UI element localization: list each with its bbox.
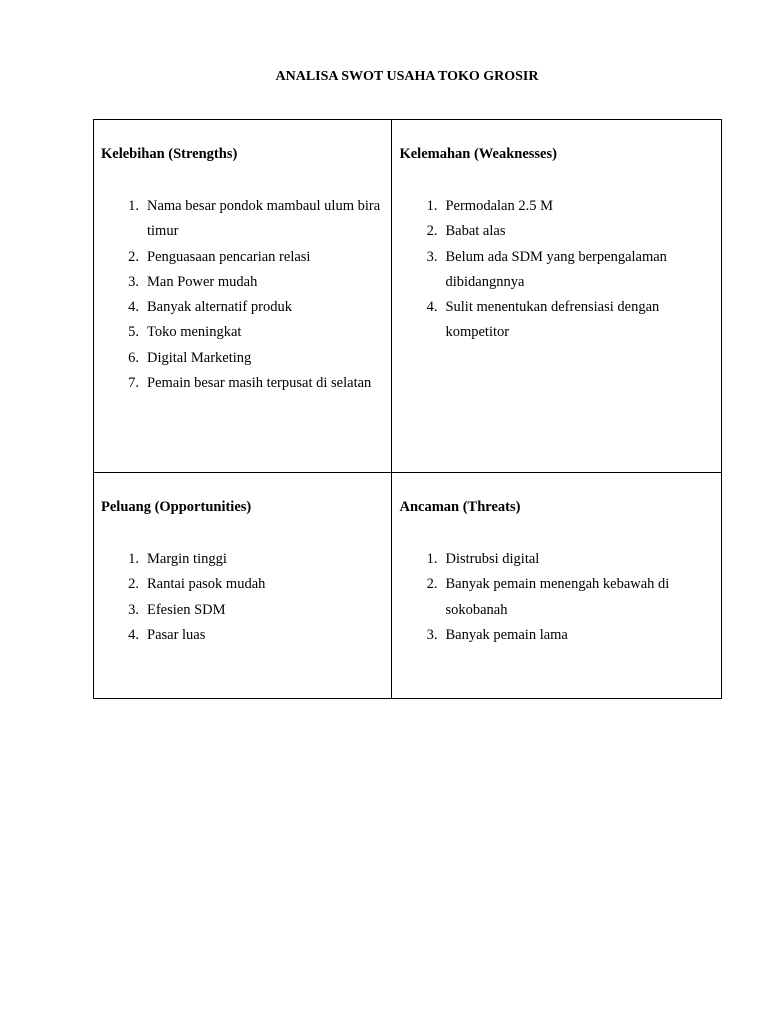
list-item-number: 4. (128, 626, 139, 643)
threats-list (399, 547, 715, 648)
list-item (101, 194, 385, 245)
list-item-number: 7. (128, 375, 139, 392)
list-item-number: 1. (426, 551, 438, 567)
list-item-number: 1. (128, 551, 139, 567)
opportunities-cell (94, 473, 392, 699)
swot-table (93, 119, 722, 699)
opportunities-heading: Peluang (Opportunities) (101, 499, 252, 515)
list-item (399, 245, 715, 296)
list-item-number: 4. (128, 299, 139, 316)
list-item-text: Banyak pemain menengah kebawah di sokobanah (445, 576, 670, 618)
strengths-heading: Kelebihan (Strengths) (101, 146, 238, 162)
list-item (399, 623, 715, 648)
list-item-text: Sulit menentukan defrensiasi dengan kompetitor (445, 299, 660, 341)
strengths-cell (94, 120, 392, 473)
list-item-text: Permodalan 2.5 M (445, 198, 553, 214)
list-item-number: 5. (128, 324, 139, 341)
list-item-number: 3. (426, 626, 438, 643)
list-item-number: 2. (426, 576, 438, 593)
weaknesses-list (399, 194, 715, 346)
list-item (101, 572, 385, 597)
list-item-text: Man Power mudah (147, 273, 258, 290)
list-item-number: 1. (426, 198, 438, 214)
strengths-list (101, 194, 385, 396)
list-item (101, 371, 385, 396)
threats-heading: Ancaman (Threats) (399, 499, 521, 515)
list-item-number: 4. (426, 299, 438, 316)
list-item (399, 547, 715, 572)
list-item (101, 295, 385, 320)
list-item (101, 623, 385, 648)
list-item (399, 194, 715, 219)
swot-row-top (94, 120, 722, 473)
list-item-text: Belum ada SDM yang berpengalaman dibidangnnya (445, 248, 667, 290)
list-item-number: 3. (128, 273, 139, 290)
list-item-text: Pasar luas (147, 626, 206, 643)
list-item-text: Banyak alternatif produk (147, 299, 292, 316)
list-item (101, 346, 385, 371)
list-item-text: Pemain besar masih terpusat di selatan (147, 375, 372, 392)
list-item (399, 572, 715, 623)
list-item-text: Digital Marketing (147, 349, 252, 366)
list-item-text: Efesien SDM (147, 601, 226, 618)
weaknesses-heading: Kelemahan (Weaknesses) (399, 146, 557, 162)
weaknesses-cell (392, 120, 722, 473)
list-item-text: Nama besar pondok mambaul ulum bira timur (147, 198, 381, 240)
list-item-text: Toko meningkat (147, 324, 242, 341)
list-item (101, 547, 385, 572)
list-item-number: 2. (128, 248, 139, 265)
list-item-number: 2. (426, 223, 438, 240)
list-item-number: 1. (128, 198, 139, 214)
list-item-text: Babat alas (445, 223, 506, 240)
list-item-text: Penguasaan pencarian relasi (147, 248, 311, 265)
list-item-number: 3. (128, 601, 139, 618)
list-item-number: 6. (128, 349, 139, 366)
list-item (101, 270, 385, 295)
swot-row-bottom (94, 473, 722, 699)
list-item-number: 2. (128, 576, 139, 593)
list-item-text: Rantai pasok mudah (147, 576, 266, 593)
list-item (101, 320, 385, 345)
list-item (399, 219, 715, 244)
list-item-text: Distrubsi digital (445, 551, 540, 567)
list-item (101, 598, 385, 623)
list-item (399, 295, 715, 346)
threats-cell (392, 473, 722, 699)
list-item-text: Banyak pemain lama (445, 626, 568, 643)
list-item-text: Margin tinggi (147, 551, 227, 567)
opportunities-list (101, 547, 385, 648)
document-title: ANALISA SWOT USAHA TOKO GROSIR (275, 69, 539, 84)
list-item (101, 245, 385, 270)
list-item-number: 3. (426, 248, 438, 265)
